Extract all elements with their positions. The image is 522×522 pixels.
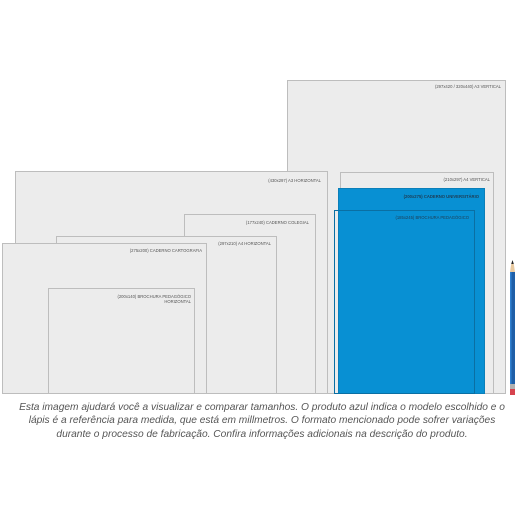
sheet-brochura-horizontal [48, 288, 195, 394]
label-a4-horizontal: (297x210) A4 HORIZONTAL [218, 241, 271, 246]
label-a3-horizontal: (430x297) A3 HORIZONTAL [268, 178, 321, 183]
label-caderno-cartografia: (275x200) CADERNO CARTOGRAFIA [129, 248, 202, 253]
label-brochura-horizontal: (200x140) BROCHURA PEDAGÓGICO HORIZONTAL [117, 294, 191, 304]
label-a4-vertical: (210x297) A4 VERTICAL [443, 177, 490, 182]
caption-text: Esta imagem ajudará você a visualizar e comparar tamanhos. O produto azul indica o modelo escolhido e o lápis é a referência para medida, que está em millmetros. O formato mencionado pode sofrer variações durante o processo de fabricação. Confira informações adicionais na descrição do produto. [19, 402, 505, 440]
sheet-brochura-pedagogico [334, 210, 475, 394]
label-caderno-universitario: (200x275) CADERNO UNIVERSITÁRIO [403, 194, 479, 199]
pencil-icon [508, 260, 517, 395]
label-a3-vertical: (297x420 / 320x440) A3 VERTICAL [434, 84, 501, 89]
label-caderno-colegial: (177x240) CADERNO COLEGIAL [245, 220, 309, 225]
label-brochura-pedagogico: (185x245) BROCHURA PEDAGÓGICO [395, 215, 469, 220]
